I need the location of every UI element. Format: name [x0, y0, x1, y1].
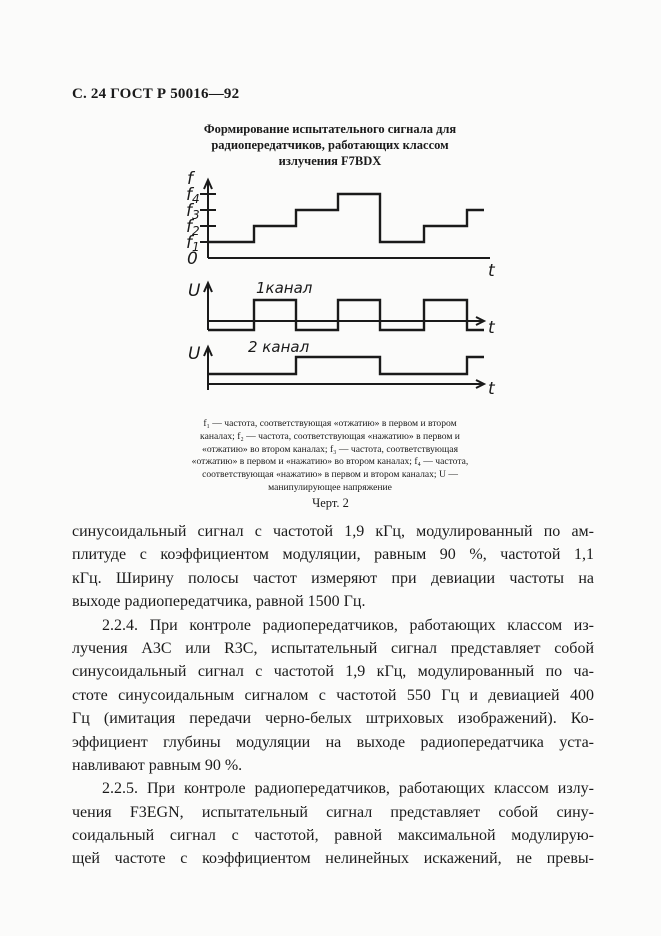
body-line: плитуде с коэффициентом модуляции, равным 90 %, частотой 1,1 [72, 546, 594, 564]
caption-line: «отжатию» во втором каналах; f₃ — частота, соответствующая [202, 443, 458, 455]
body-line: кГц. Ширину полосы частот измеряют при девиации частоты на [72, 569, 594, 587]
body-line: лучения А3С или R3C, испытательный сигнал представляет собой [72, 639, 594, 657]
body-text [72, 520, 594, 871]
body-line: соидальный сигнал с частотой, равной максимальной модулирую- [72, 827, 594, 845]
body-line: Гц (имитация передачи черно-белых штриховых изображений). Ко- [72, 710, 594, 728]
t1-axis-label: t [488, 318, 495, 338]
channel1-label: 1канал [256, 279, 313, 297]
u2-axis-label: U [188, 344, 201, 364]
figure-title-line: радиопередатчиков, работающих классом [211, 138, 449, 152]
body-line: щей частоте с коэффициентом нелинейных искажений, не превы- [72, 850, 594, 868]
channel2-label: 2 канал [248, 338, 310, 356]
body-line: навливают равным 90 %. [72, 756, 243, 774]
caption-line: каналах; f₂ — частота, соответствующая «нажатию» в первом и [200, 430, 460, 442]
figure-caption [163, 418, 497, 495]
body-line: выходе радиопередатчика, равной 1500 Гц. [72, 593, 366, 611]
channel1-signal [208, 300, 484, 330]
u1-axis-label: U [188, 281, 201, 301]
figure-label: Черт. 2 [312, 496, 349, 510]
frequency-signal [208, 194, 484, 242]
signal-diagram [0, 0, 661, 420]
body-line: чения F3EGN, испытательный сигнал представляет собой сину- [72, 803, 594, 821]
t-axis-label: t [488, 261, 495, 281]
body-line: стоте синусоидальным сигналом с частотой 550 Гц и девиацией 400 [72, 686, 594, 704]
body-line: 2.2.5. При контроле радиопередатчиков, работающих классом излу- [102, 780, 594, 798]
level-zero-label: 0 [187, 249, 198, 269]
body-line: 2.2.4. При контроле радиопередатчиков, работающих классом из- [102, 616, 594, 634]
level-f3-label: f3 [186, 201, 200, 222]
level-f1-label: f1 [186, 233, 200, 254]
level-f4-label: f4 [186, 185, 200, 206]
caption-line: манипулирующее напряжение [268, 481, 392, 493]
level-f2-label: f2 [186, 217, 200, 238]
page-header: С. 24 ГОСТ Р 50016—92 [72, 86, 240, 102]
caption-line: соответствующая «нажатию» в первом и втором каналах; U — [202, 469, 458, 481]
channel2-signal [208, 357, 484, 374]
f-axis-label: f [187, 169, 193, 189]
caption-line: «отжатию» в первом и «нажатию» во втором каналах; f₄ — частота, [191, 456, 469, 468]
caption-line: f₁ — частота, соответствующая «отжатию» в первом и втором [203, 418, 457, 429]
body-line: эффициент глубины модуляции на выходе радиопередатчика уста- [72, 733, 594, 751]
figure-title-line: Формирование испытательного сигнала для [203, 122, 457, 136]
figure-title-line: излучения F7BDX [278, 154, 382, 168]
t2-axis-label: t [488, 379, 495, 399]
body-line: синусоидальный сигнал с частотой 1,9 кГц, модулированный по ам- [72, 523, 594, 540]
body-line: синусоидальный сигнал с частотой 1,9 кГц, модулированный по ча- [72, 663, 594, 681]
